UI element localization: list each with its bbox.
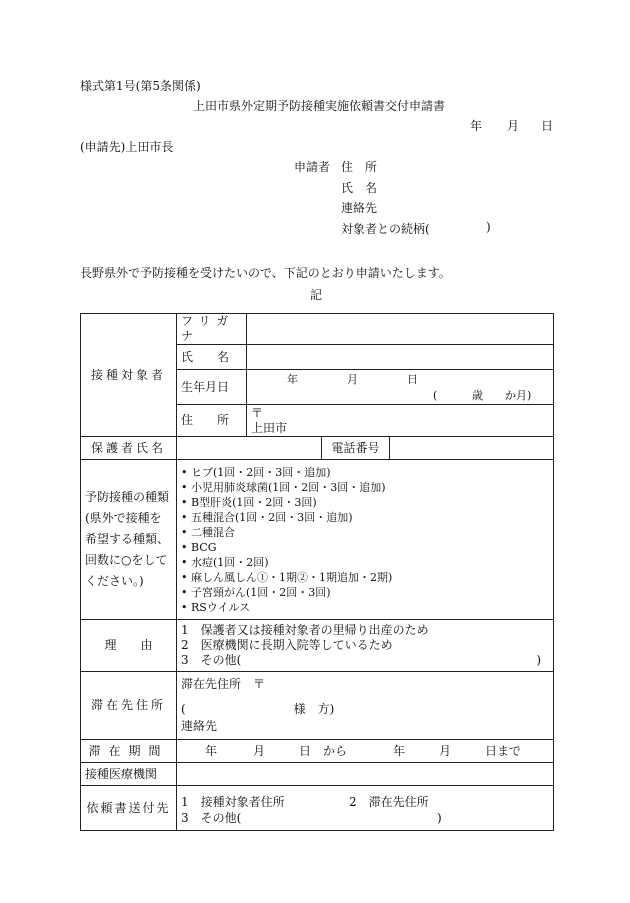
furigana-label: フリガナ [177,314,247,345]
vaccine-item[interactable]: • 二種混合 [181,525,235,539]
city-name: 上田市 [251,420,288,435]
applicant-relation-label: 対象者との続柄( [341,222,430,236]
vaccine-type-label [81,460,177,620]
guardian-name-field[interactable] [177,437,322,460]
vaccine-label-line: 希望する種類、 [85,532,170,546]
vaccine-list [177,460,554,620]
birth-date-label: 生年月日 [177,370,247,405]
reason-option[interactable]: 3 その他( [181,653,242,667]
age-open: ( [433,389,438,402]
vaccine-label-line: 予防接種の種類 [85,490,170,504]
address-label: 住 所 [177,405,247,437]
date-day: 日 [541,119,554,133]
stay-contact-label: 連絡先 [181,719,218,733]
phone-label: 電話番号 [322,437,390,460]
vaccine-item[interactable]: • RSウイルス [181,600,251,614]
vaccine-label-line: ください。) [85,574,144,588]
document-title: 上田市県外定期予防接種実施依頼書交付申請書 [193,99,446,113]
vaccine-item[interactable]: • 子宮頸がん(1回・2回・3回) [181,585,331,599]
applicant-relation-close: ) [486,220,491,234]
period-year: 年 [205,744,218,758]
name-field[interactable] [247,345,554,370]
guardian-name-label: 保護者氏名 [81,437,177,460]
period-until: 日まで [485,744,522,758]
applicant-address-label: 住 所 [341,160,378,174]
form-number: 様式第1号(第5条関係) [80,79,201,93]
reason-close: ) [536,653,541,667]
intro-text: 長野県外で予防接種を受けたいので、下記のとおり申請いたします。 [80,266,451,280]
applicant-contact-label: 連絡先 [341,201,378,215]
vaccine-item[interactable]: • 小児用肺炎球菌(1回・2回・3回・追加) [181,480,386,494]
phone-field[interactable] [390,437,554,460]
send-close: ) [437,811,442,825]
send-option[interactable]: 1 接種対象者住所 [181,795,285,809]
ki-heading: 記 [310,288,323,302]
clinic-field[interactable] [177,763,554,786]
stay-period-label: 滞在期間 [81,740,177,763]
send-to-options [177,786,554,831]
stay-sama: ( 様 方) [181,702,335,716]
target-person-header: 接種対象者 [81,314,177,437]
vaccine-item[interactable]: • B型肝炎(1回・2回・3回) [181,495,317,509]
period-month: 月 [253,744,266,758]
addressee: (申請先)上田市長 [80,140,174,154]
send-option[interactable]: 2 滞在先住所 [349,795,429,809]
date-year: 年 [470,119,483,133]
vaccine-item[interactable]: • 麻しん風しん①・1期②・1期追加・2期) [181,570,393,584]
furigana-field[interactable] [247,314,554,345]
vaccine-item[interactable]: • ヒブ(1回・2回・3回・追加) [181,465,331,479]
postal-mark: 〒 [251,405,264,420]
reason-option[interactable]: 2 医療機関に長期入院等しているため [181,638,393,652]
birth-month: 月 [347,373,358,386]
date-month: 月 [507,119,520,133]
age-unit: 歳 [472,389,483,402]
vaccine-label-line: (県外で接種を [85,511,162,525]
send-to-label: 依頼書送付先 [81,786,177,831]
application-table [80,313,554,831]
vaccine-label-line: 回数に○をして [85,553,168,567]
reason-label: 理 由 [81,620,177,672]
clinic-label: 接種医療機関 [81,763,177,786]
name-label: 氏 名 [177,345,247,370]
stay-period-field[interactable] [177,740,554,763]
vaccine-item[interactable]: • 水痘(1回・2回) [181,555,269,569]
birth-day: 日 [407,373,418,386]
vaccine-item[interactable]: • BCG [181,540,217,554]
reason-option[interactable]: 1 保護者又は接種対象者の里帰り出産のため [181,623,429,637]
period-month2: 月 [439,744,452,758]
applicant-label: 申請者 [294,160,331,174]
applicant-name-label: 氏 名 [341,181,378,195]
period-year2: 年 [393,744,406,758]
stay-address-field[interactable] [177,672,554,740]
birth-date-field[interactable] [247,370,554,405]
birth-year: 年 [287,373,298,386]
stay-address-prefix: 滞在先住所 〒 [181,677,266,691]
send-option[interactable]: 3 その他( [181,811,242,825]
address-field[interactable] [247,405,554,437]
vaccine-item[interactable]: • 五種混合(1回・2回・3回・追加) [181,510,353,524]
stay-address-label: 滞在先住所 [81,672,177,740]
reason-options [177,620,554,672]
period-day-from: 日 から [299,744,348,758]
months-unit: か月) [505,389,532,402]
